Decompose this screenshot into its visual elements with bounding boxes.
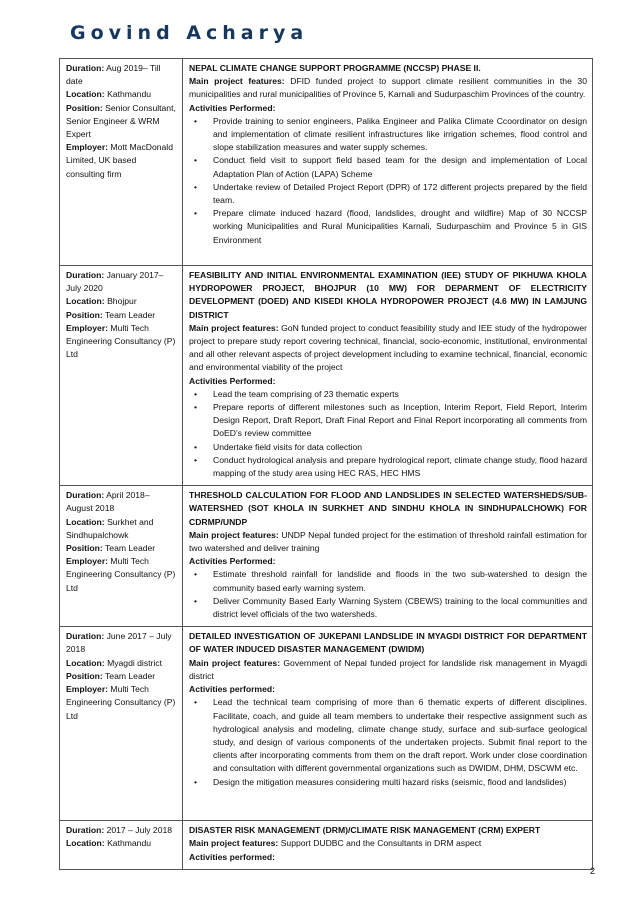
position-label: Position: — [66, 102, 103, 113]
employer-value: Multi Tech Engineering Consultancy (P) Ltd — [66, 322, 176, 360]
duration-label: Duration: — [66, 631, 105, 642]
location-value: Kathmandu — [107, 89, 152, 100]
project-row — [60, 59, 593, 266]
page-number: 2 — [590, 866, 596, 876]
duration-label: Duration: — [66, 490, 105, 501]
project-row — [60, 821, 593, 870]
features-text: Support DUDBC and the Consultants in DRM aspect — [280, 838, 482, 849]
location-value: Bhojpur — [107, 296, 137, 307]
position-value: Team Leader — [105, 309, 156, 320]
location-value: Surkhet and Sindhupalchowk — [66, 516, 154, 540]
activities-label: Activities Performed: — [189, 102, 276, 113]
duration-value: Aug 2019– Till date — [66, 63, 161, 87]
project-details — [183, 821, 593, 870]
employer-label: Employer: — [66, 322, 109, 333]
features-label: Main project features: — [189, 838, 279, 849]
duration-value: January 2017– July 2020 — [66, 270, 164, 294]
features-label: Main project features: — [189, 529, 279, 540]
activity-item: • Lead the technical team comprising of more than 6 thematic experts of different disciplines. Facilitate, coach, and guide all team members to undertake their respective assignment such as hydrological analysis and modeling, climate change study, surface and sub-surface geological study, and design of various components of the undertaken projects. Submit final report to the clients after incorporating comments from them on the draft report. Work under close coordination and consultation with different governmental organizations such as DWIDM, DHM, DSCWM etc. — [213, 696, 587, 775]
project-meta — [60, 821, 183, 870]
project-meta — [60, 486, 183, 627]
project-details — [183, 266, 593, 486]
features-text: Government of Nepal funded project for landslide risk management in Myagdi district — [189, 657, 587, 681]
features-label: Main project features: — [189, 657, 281, 668]
location-label: Location: — [66, 516, 105, 527]
duration-value: 2017 – July 2018 — [106, 825, 173, 836]
activities-label: Activities performed: — [189, 851, 275, 862]
project-title: DISASTER RISK MANAGEMENT (DRM)/CLIMATE RISK MANAGEMENT (CRM) EXPERT — [189, 825, 541, 836]
activity-item: • Design the mitigation measures considering multi hazard risks (seismic, flood and landslides) — [213, 776, 587, 789]
activity-item: • Prepare reports of different milestones such as Inception, Interim Report, Field Report, Interim Design Report, Draft Report, Draft Final Report and Final Report incorporating all comments from DoED’s review committee — [213, 401, 587, 441]
employer-value: Multi Tech Engineering Consultancy (P) Ltd — [66, 684, 176, 721]
experience-table — [59, 58, 593, 870]
project-meta — [60, 266, 183, 486]
duration-label: Duration: — [66, 825, 105, 836]
candidate-name: Govind Acharya — [70, 22, 309, 44]
duration-label: Duration: — [66, 270, 105, 280]
position-value: Team Leader — [105, 670, 156, 681]
activities-list — [189, 115, 587, 247]
position-label: Position: — [66, 670, 103, 681]
duration-value: June 2017 – July 2018 — [66, 631, 172, 655]
activity-item: • Estimate threshold rainfall for landslide and floods in the two sub-watershed to design the community based early warning system. — [213, 568, 587, 594]
activities-list — [189, 568, 587, 621]
project-title: THRESHOLD CALCULATION FOR FLOOD AND LANDSLIDES IN SELECTED WATERSHEDS/SUB-WATERSHED (SOT KHOLA IN SURKHET AND SINDHU KHOLA IN SINDHUPALCHOWK) FOR CDRMP/UNDP — [189, 490, 587, 527]
activity-item: • Conduct hydrological analysis and prepare hydrological report, climate change study, flood hazard mapping of the study area using HEC RAS, HEC HMS — [213, 454, 587, 480]
activity-item: • Conduct field visit to support field based team for the design and implementation of Local Adaptation Plan of Action (LAPA) Scheme — [213, 154, 587, 180]
position-value: Team Leader — [105, 543, 156, 554]
project-details — [183, 486, 593, 627]
project-title: FEASIBILITY AND INITIAL ENVIRONMENTAL EXAMINATION (IEE) STUDY OF PIKHUWA KHOLA HYDROPOWER PROJECT, BHOJPUR (10 MW) FOR DEPARMENT OF ELECTRICITY DEVELOPMENT (DOED) AND KISEDI KHOLA HYDROPOWER PROJECT (4.6 MW) IN LAMJUNG DISTRICT — [189, 270, 587, 320]
employer-label: Employer: — [66, 556, 109, 567]
project-details — [183, 59, 593, 266]
activity-item: • Prepare climate induced hazard (flood, landslides, drought and wildfire) Map of 30 NCCSP working Municipalities and Rural Municipalities Karnali, Sudurpaschim and Province 5 in GIS Environment — [213, 207, 587, 247]
features-text: GoN funded project to conduct feasibility study and IEE study of the hydropower project to prepare study report covering technical, financial, socio-economic, institutional, environmental and all other relevant aspects of project development including to examine technical, financial, economic and environmental viability of the project — [189, 322, 587, 373]
activity-item: • Deliver Community Based Early Warning System (CBEWS) training to the local communities and district level officials of the two watersheds. — [213, 595, 587, 621]
features-text: DFID funded project to support climate resilient communities in the 30 municipalities and rural municipalities of Province 5, Karnali and Sudurpaschim Provinces of the country. — [189, 76, 587, 100]
features-label: Main project features: — [189, 76, 285, 87]
project-meta — [60, 59, 183, 266]
activity-item: • Provide training to senior engineers, Palika Engineer and Palika Climate Ccoordinator on design and implementation of climate resilient infrastructures like irrigation schemes, flood control and slope stabilization measures and water supply schemes. — [213, 115, 587, 155]
activities-label: Activities Performed: — [189, 375, 276, 386]
position-label: Position: — [66, 543, 103, 554]
project-title: NEPAL CLIMATE CHANGE SUPPORT PROGRAMME (NCCSP) PHASE II. — [189, 63, 481, 73]
activities-label: Activities performed: — [189, 684, 275, 695]
project-title: DETAILED INVESTIGATION OF JUKEPANI LANDSLIDE IN MYAGDI DISTRICT FOR DEPARTMENT OF WATER INDUCED DISASTER MANAGEMENT (DWIDM) — [189, 631, 587, 655]
features-text: UNDP Nepal funded project for the estimation of threshold rainfall estimation for two watershed and deliver training — [189, 529, 587, 554]
project-row — [60, 627, 593, 821]
activities-list — [189, 696, 587, 788]
position-value: Senior Consultant, Senior Engineer & WRM Expert — [66, 102, 176, 140]
employer-value: Multi Tech Engineering Consultancy (P) Ltd — [66, 556, 176, 593]
duration-value: April 2018– August 2018 — [66, 490, 150, 514]
location-label: Location: — [66, 657, 105, 668]
project-details — [183, 627, 593, 821]
activity-item: • Lead the team comprising of 23 thematic experts — [213, 388, 587, 401]
employer-label: Employer: — [66, 684, 109, 695]
activities-list — [189, 388, 587, 480]
activity-item: • Undertake review of Detailed Project Report (DPR) of 172 different projects prepared by the field team. — [213, 181, 587, 207]
features-label: Main project features: — [189, 322, 279, 333]
duration-label: Duration: — [66, 63, 105, 73]
location-label: Location: — [66, 296, 105, 307]
employer-value: Mott MacDonald Limited, UK based consulting firm — [66, 142, 173, 179]
location-label: Location: — [66, 89, 105, 100]
location-value: Kathmandu — [107, 838, 152, 849]
project-row — [60, 266, 593, 486]
activities-label: Activities Performed: — [189, 556, 276, 567]
project-meta — [60, 627, 183, 821]
location-label: Location: — [66, 838, 105, 849]
employer-label: Employer: — [66, 142, 109, 153]
project-row — [60, 486, 593, 627]
location-value: Myagdi district — [107, 657, 162, 668]
activity-item: • Undertake field visits for data collection — [213, 441, 587, 454]
position-label: Position: — [66, 309, 103, 320]
